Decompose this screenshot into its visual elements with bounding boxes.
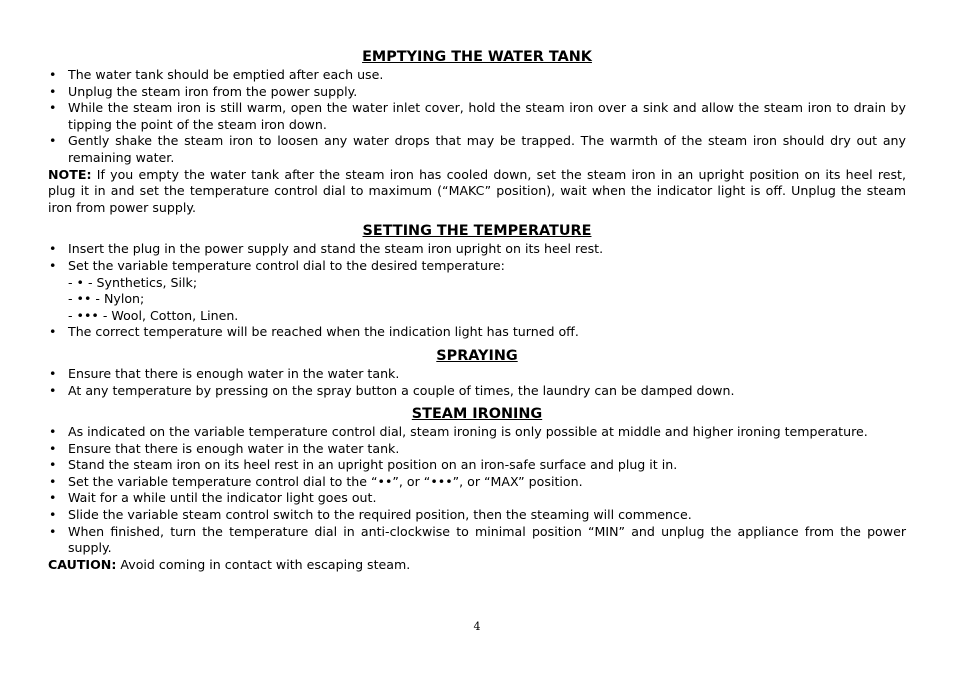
manual-page xyxy=(48,47,906,573)
page-number: 4 xyxy=(473,620,481,633)
note-text: If you empty the water tank after the steam iron has cooled down, set the steam iron in an upright position on its heel rest, plug it in and set the temperature control dial to maximum (“MAKC” position), wait when the indicator light is off. Unplug the steam iron from power supply. xyxy=(48,166,906,215)
temperature-sub-item: - ••• - Wool, Cotton, Linen. xyxy=(68,307,239,323)
emptying-list xyxy=(48,67,906,167)
list-item: • The water tank should be emptied after each use. xyxy=(48,67,906,84)
list-item: • Ensure that there is enough water in the water tank. xyxy=(48,366,906,383)
note-label: NOTE: xyxy=(48,166,92,182)
heading-emptying-water-tank: EMPTYING THE WATER TANK xyxy=(362,49,592,65)
list-item: • The correct temperature will be reached when the indication light has turned off. xyxy=(48,324,906,341)
list-item: • Slide the variable steam control switch to the required position, then the steaming will commence. xyxy=(48,507,906,524)
list-item: • At any temperature by pressing on the spray button a couple of times, the laundry can be damped down. xyxy=(48,383,906,400)
list-item: • While the steam iron is still warm, open the water inlet cover, hold the steam iron over a sink and allow the steam iron to drain by tipping the point of the steam iron down. xyxy=(48,100,906,133)
heading-setting-temperature: SETTING THE TEMPERATURE xyxy=(362,223,592,240)
steam-ironing-list xyxy=(48,424,906,557)
list-item: • As indicated on the variable temperature control dial, steam ironing is only possible at middle and higher ironing temperature. xyxy=(48,424,906,441)
list-item: • Set the variable temperature control dial to the “••”, or “•••”, or “MAX” position. xyxy=(48,474,906,491)
list-item: • Unplug the steam iron from the power supply. xyxy=(48,84,906,101)
heading-steam-ironing: STEAM IRONING xyxy=(411,406,543,423)
list-item: • Wait for a while until the indicator light goes out. xyxy=(48,490,906,507)
list-item: • When finished, turn the temperature dial in anti-clockwise to minimal position “MIN” and unplug the appliance from the power supply. xyxy=(48,524,906,557)
caution-label: CAUTION: xyxy=(48,556,117,572)
list-item: • Gently shake the steam iron to loosen any water drops that may be trapped. The warmth of the steam iron should dry out any remaining water. xyxy=(48,133,906,166)
temperature-sub-item: - •• - Nylon; xyxy=(68,291,145,307)
spraying-list xyxy=(48,366,906,399)
caution-paragraph xyxy=(48,557,906,574)
list-item: • Insert the plug in the power supply and stand the steam iron upright on its heel rest. xyxy=(48,241,906,258)
note-paragraph xyxy=(48,167,906,217)
list-item xyxy=(48,258,906,275)
list-item: • Stand the steam iron on its heel rest in an upright position on an iron-safe surface and plug it in. xyxy=(48,457,906,474)
temperature-list-end xyxy=(48,324,906,341)
list-item-text: • Set the variable temperature control dial to the desired temperature: xyxy=(68,257,505,273)
temperature-list xyxy=(48,241,906,274)
temperature-sub-item: - • - Synthetics, Silk; xyxy=(68,274,198,290)
heading-spraying: SPRAYING xyxy=(436,347,518,364)
list-item: • Ensure that there is enough water in the water tank. xyxy=(48,441,906,458)
caution-text: Avoid coming in contact with escaping steam. xyxy=(116,556,411,572)
